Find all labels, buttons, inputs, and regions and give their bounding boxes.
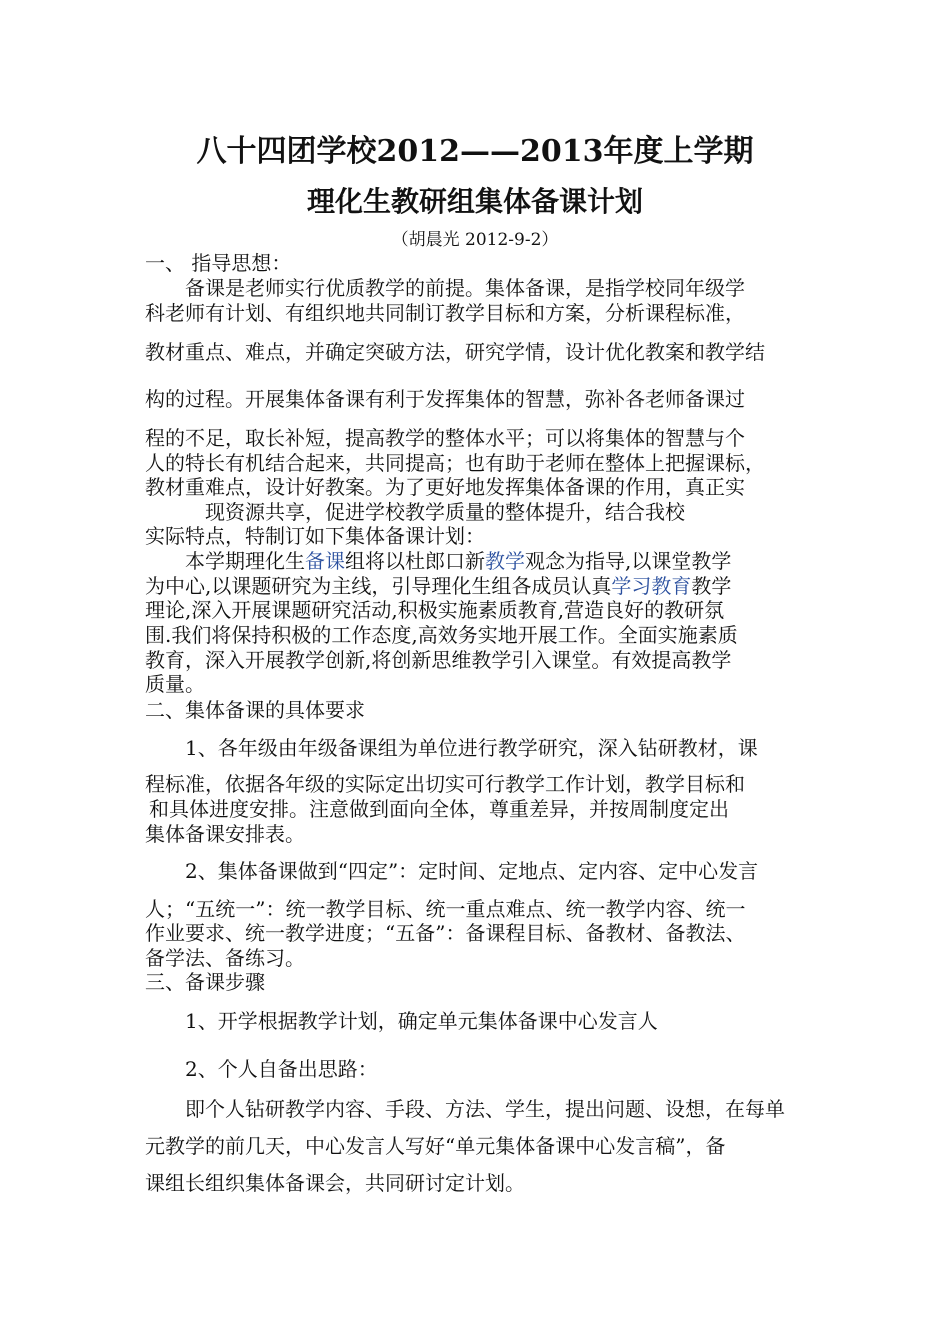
paragraph-line: 1、开学根据教学计划，确定单元集体备课中心发言人 [185,1009,658,1033]
paragraph-line: 1、各年级由年级备课组为单位进行教学研究，深入钻研教材，课 [185,736,758,760]
paragraph-line: 现资源共享，促进学校教学质量的整体提升，结合我校 [205,500,685,524]
paragraph-line: 科老师有计划、有组织地共同制订教学目标和方案，分析课程标准， [145,301,745,325]
paragraph-line: 实际特点，特制订如下集体备课计划： [145,524,485,548]
paragraph-line: 质量。 [145,672,205,696]
link-text[interactable]: 教学 [485,549,525,573]
paragraph-line: 教材重难点，设计好教案。为了更好地发挥集体备课的作用，真正实 [145,475,745,499]
paragraph-line: 课组长组织集体备课会，共同研讨定计划。 [145,1171,525,1195]
paragraph-line: 围.我们将保持积极的工作态度,高效务实地开展工作。全面实施素质 [145,623,738,647]
paragraph-line: 本学期理化生备课组将以杜郎口新教学观念为指导,以课堂教学 [185,549,732,573]
paragraph-line: 为中心,以课题研究为主线，引导理化生组各成员认真学习教育教学 [145,574,732,598]
paragraph-line: 和具体进度安排。注意做到面向全体，尊重差异，并按周制度定出 [149,797,729,821]
author-date: （胡晨光 2012-9-2） [391,230,559,250]
paragraph-line: 2、集体备课做到“四定”：定时间、定地点、定内容、定中心发言 [185,859,759,883]
document-title: 八十四团学校2012——2013年度上学期 [196,134,754,169]
paragraph-line: 元教学的前几天，中心发言人写好“单元集体备课中心发言稿”，备 [145,1134,726,1158]
document-subtitle: 理化生教研组集体备课计划 [306,185,643,218]
paragraph-line: 教材重点、难点，并确定突破方法，研究学情，设计优化教案和教学结 [145,340,765,364]
paragraph-line: 备课是老师实行优质教学的前提。集体备课，是指学校同年级学 [185,276,745,300]
paragraph-line: 人；“五统一”：统一教学目标、统一重点难点、统一教学内容、统一 [145,897,746,921]
section-heading-1: 一、 指导思想： [145,251,292,275]
paragraph-line: 2、个人自备出思路： [185,1057,378,1081]
paragraph-line: 作业要求、统一教学进度；“五备”：备课程目标、备教材、备教法、 [145,921,746,945]
paragraph-line: 理论,深入开展课题研究活动,积极实施素质教育,营造良好的教研氛 [145,598,725,622]
link-text[interactable]: 学习教育 [611,574,692,598]
section-heading-3: 三、备课步骤 [145,970,265,994]
paragraph-line: 人的特长有机结合起来，共同提高；也有助于老师在整体上把握课标， [145,451,765,475]
paragraph-line: 程的不足，取长补短，提高教学的整体水平；可以将集体的智慧与个 [145,426,745,450]
paragraph-line: 即个人钻研教学内容、手段、方法、学生，提出问题、设想，在每单 [185,1097,785,1121]
section-heading-2: 二、集体备课的具体要求 [145,698,365,722]
link-text[interactable]: 备课 [305,549,345,573]
paragraph-line: 教育，深入开展教学创新,将创新思维教学引入课堂。有效提高教学 [145,648,732,672]
paragraph-line: 程标准，依据各年级的实际定出切实可行教学工作计划，教学目标和 [145,772,745,796]
paragraph-line: 集体备课安排表。 [145,822,305,846]
paragraph-line: 构的过程。开展集体备课有利于发挥集体的智慧，弥补各老师备课过 [145,387,745,411]
paragraph-line: 备学法、备练习。 [145,946,305,970]
